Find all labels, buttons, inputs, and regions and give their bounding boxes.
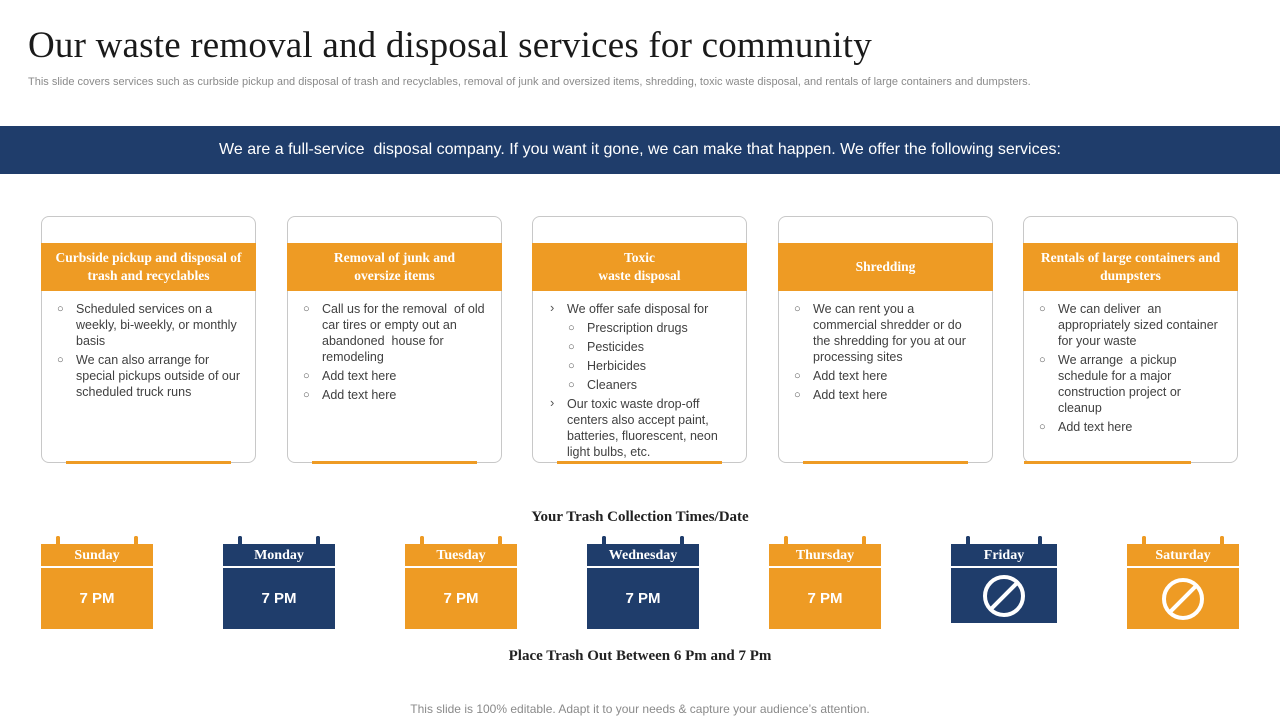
day-label: Saturday	[1127, 544, 1239, 566]
day-label: Tuesday	[405, 544, 517, 566]
card-accent-line	[66, 461, 231, 464]
list-item: ○ We can also arrange for special pickups outside of our scheduled truck runs	[56, 352, 243, 400]
list-item: › Our toxic waste drop-off centers also accept paint, batteries, fluorescent, neon light bulbs, etc.	[547, 396, 734, 460]
list-item: ○ Add text here	[793, 387, 980, 403]
card-heading-line: waste disposal	[598, 268, 681, 283]
card-body	[1038, 301, 1225, 438]
banner-text: We are a full-service disposal company. If you want it gone, we can make that happen. We offer the following services:	[219, 141, 1061, 158]
list-item: ○ Add text here	[1038, 419, 1225, 435]
calendar-day-monday	[223, 544, 335, 629]
card-accent-line	[1024, 461, 1191, 464]
services-banner	[0, 126, 1280, 174]
list-item: ○ Add text here	[302, 387, 489, 403]
calendar-day-wednesday	[587, 544, 699, 629]
slide-subtitle: This slide covers services such as curbside pickup and disposal of trash and recyclables, removal of junk and oversized items, shredding, toxic waste disposal, and rentals of large containers and dumpsters.	[28, 76, 1031, 88]
day-time: 7 PM	[769, 568, 881, 629]
service-card-curbside	[41, 216, 256, 463]
calendar-day-saturday	[1127, 544, 1239, 629]
card-heading-line: Toxic	[623, 250, 655, 265]
card-heading: Shredding	[778, 243, 993, 291]
sub-list-item: ○ Pesticides	[567, 339, 734, 355]
no-symbol-icon	[982, 574, 1026, 618]
day-label: Thursday	[769, 544, 881, 566]
service-card-rentals	[1023, 216, 1238, 463]
day-label: Wednesday	[587, 544, 699, 566]
slide-title: Our waste removal and disposal services for community	[28, 25, 872, 66]
day-label: Monday	[223, 544, 335, 566]
card-body	[793, 301, 980, 406]
sub-list	[567, 320, 734, 393]
schedule-note: Place Trash Out Between 6 Pm and 7 Pm	[508, 648, 772, 664]
service-card-shredding	[778, 216, 993, 463]
calendar-day-tuesday	[405, 544, 517, 629]
day-label: Sunday	[41, 544, 153, 566]
list-item: ○ We can deliver an appropriately sized container for your waste	[1038, 301, 1225, 349]
card-accent-line	[557, 461, 722, 464]
list-item: ○ We can rent you a commercial shredder or do the shredding for you at our processing sites	[793, 301, 980, 365]
schedule-title: Your Trash Collection Times/Date	[531, 509, 749, 525]
card-heading: Rentals of large containers and dumpsters	[1023, 243, 1238, 291]
day-closed	[951, 568, 1057, 623]
calendar-day-thursday	[769, 544, 881, 629]
service-card-junk-removal	[287, 216, 502, 463]
list-item	[547, 301, 734, 393]
list-item-text: We offer safe disposal for	[567, 302, 709, 316]
card-heading: Removal of junk and oversize items	[287, 243, 502, 291]
card-body	[302, 301, 489, 406]
card-accent-line	[312, 461, 477, 464]
card-heading: Curbside pickup and disposal of trash and recyclables	[41, 243, 256, 291]
calendar-day-friday	[951, 544, 1057, 623]
service-card-toxic-waste	[532, 216, 747, 463]
day-time: 7 PM	[587, 568, 699, 629]
sub-list-item: ○ Prescription drugs	[567, 320, 734, 336]
card-accent-line	[803, 461, 968, 464]
list-item: ○ Call us for the removal of old car tires or empty out an abandoned house for remodeling	[302, 301, 489, 365]
list-item: ○ Scheduled services on a weekly, bi-weekly, or monthly basis	[56, 301, 243, 349]
no-symbol-icon	[1161, 577, 1205, 621]
list-item: ○ We arrange a pickup schedule for a major construction project or cleanup	[1038, 352, 1225, 416]
card-body	[547, 301, 734, 463]
card-heading	[532, 243, 747, 291]
day-time: 7 PM	[41, 568, 153, 629]
day-closed	[1127, 568, 1239, 629]
list-item: ○ Add text here	[793, 368, 980, 384]
sub-list-item: ○ Herbicides	[567, 358, 734, 374]
day-time: 7 PM	[405, 568, 517, 629]
day-time: 7 PM	[223, 568, 335, 629]
card-body	[56, 301, 243, 403]
day-label: Friday	[951, 544, 1057, 566]
footer-note: This slide is 100% editable. Adapt it to your needs & capture your audience’s attention.	[410, 702, 870, 716]
list-item: ○ Add text here	[302, 368, 489, 384]
sub-list-item: ○ Cleaners	[567, 377, 734, 393]
calendar-day-sunday	[41, 544, 153, 629]
